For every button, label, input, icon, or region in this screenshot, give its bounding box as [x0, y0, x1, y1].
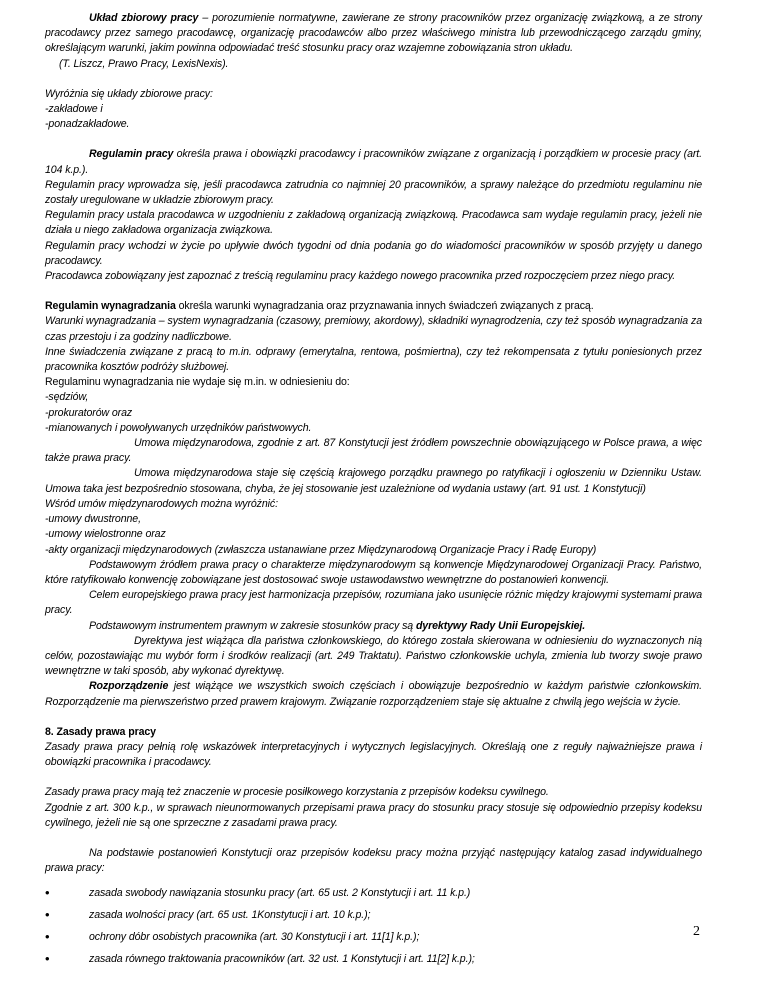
source-citation: (T. Liszcz, Prawo Pracy, LexisNexis).: [59, 57, 229, 70]
work-regulations-paragraph: Regulamin pracy ustala pracodawca w uzgodnieniu z zakładową organizacją związkową. Pracodawca sam wydaje regulamin pracy, jeżeli nie działa u niego zakładowa organizacja związkowa.: [45, 209, 702, 237]
work-regulations-paragraph: Regulamin pracy wchodzi w życie po upływie dwóch tygodni od dnia podania go do wiadomości pracowników w sposób przyjęty u danego pracodawcy.: [45, 239, 702, 267]
work-regulations-paragraph: Regulamin pracy wprowadza się, jeśli pracodawca zatrudnia co najmniej 20 pracowników, a sprawy należące do przedmiotu regulaminu nie zostały uregulowane w układzie zbiorowym pracy.: [45, 178, 702, 207]
remuneration-exclusions-intro: Regulaminu wynagradzania nie wydaje się m.in. w odniesieniu do:: [45, 376, 350, 389]
bullet-icon: •: [45, 951, 50, 967]
agreement-kind-item: -akty organizacji międzynarodowych (zwłaszcza ustanawiane przez Międzynarodową Organizacje Pracy i Radę Europy): [45, 543, 597, 556]
remuneration-paragraph: Warunki wynagradzania – system wynagradzania (czasowy, premiowy, akordowy), składniki wynagrodzenia, czy też sposób wynagradzania za czas przestoju i za godziny nadliczbowe.: [45, 315, 702, 343]
collective-agreement-term: Układ zbiorowy pracy: [89, 12, 199, 24]
document-page: [45, 11, 702, 972]
remuneration-paragraph: Inne świadczenia związane z pracą to m.in. odprawy (emerytalna, rentowa, pośmiertna), czy też rekompensata z tytułu poniesionych przez pracownika kosztów podróży służbowej.: [45, 345, 702, 374]
collective-agreement-definition: Układ zbiorowy pracy – porozumienie normatywne, zawierane ze strony pracowników przez organizację związkową, a ze strony pracodawcy przez samego pracodawcę, organizację pracodawców albo przez właściwego ministra lub przewodniczącego zarządu gminy, określającym warunki, jakim powinna odpowiadać treść stosunku pracy oraz wzajemne zobowiązania stron układu.: [45, 12, 702, 55]
principles-paragraph: Zasady prawa pracy mają też znaczenie w procesie posiłkowego korzystania z przepisów kodeksu cywilnego.: [45, 786, 549, 799]
international-agreement-paragraph: Umowa międzynarodowa, zgodnie z art. 87 Konstytucji jest źródłem powszechnie obowiązującego w Polsce prawa, a więc także prawa pracy.: [45, 437, 702, 465]
work-regulations-term: Regulamin pracy: [89, 148, 174, 161]
exclusion-item: -sędziów,: [45, 391, 89, 404]
list-item: • zasada wolności pracy (art. 65 ust. 1Konstytucji i art. 10 k.p.);: [45, 907, 371, 923]
ilo-conventions-paragraph: Podstawowym źródłem prawa pracy o charakterze międzynarodowym są konwencje Międzynarodowej Organizacji Pracy. Państwo, które ratyfikowało konwencję zobowiązane jest dostosować swoje ustawodawstwo wewnętrzne do postanowień konwencji.: [45, 558, 702, 586]
principles-catalog-intro: Na podstawie postanowień Konstytucji oraz przepisów kodeksu pracy można przyjąć następujący katalog zasad indywidualnego prawa pracy:: [45, 846, 702, 875]
exclusion-item: -mianowanych i powoływanych urzędników państwowych.: [45, 421, 312, 434]
exclusion-item: -prokuratorów oraz: [45, 406, 133, 419]
agreement-kinds-intro: Wśród umów międzynarodowych można wyróżnić:: [45, 497, 278, 510]
international-agreement-paragraph: Umowa międzynarodowa staje się częścią krajowego porządku prawnego po ratyfikacji i ogłoszeniu w Dzienniku Ustaw. Umowa taka jest bezpośrednio stosowana, chyba, że jej stosowanie jest uzależnione od wydania ustawy (art. 91 ust. 1 Konstytucji): [45, 467, 702, 495]
regulation-definition-paragraph: Rozporządzenie jest wiążące we wszystkich swoich częściach i obowiązuje bezpośrednio w każdym państwie członkowskim. Rozporządzenie ma pierwszeństwo przed prawem krajowym. Związanie rozporządzeniem staje się aktualne z chwilą jego wejścia w życie.: [45, 680, 702, 708]
agreement-types-intro: Wyróżnia się układy zbiorowe pracy:: [45, 87, 213, 100]
work-regulations-definition: Regulamin pracy określa prawa i obowiązki pracodawcy i pracowników związane z organizacją i porządkiem w procesie pracy (art. 104 k.p.).: [45, 148, 702, 176]
directives-paragraph: Podstawowym instrumentem prawnym w zakresie stosunków pracy są dyrektywy Rady Unii Europejskiej.: [89, 619, 586, 632]
bullet-icon: •: [45, 907, 50, 923]
european-law-paragraph: Celem europejskiego prawa pracy jest harmonizacja przepisów, rozumiana jako usunięcie różnic między krajowymi systemami prawa pracy.: [45, 589, 702, 617]
agreement-kind-item: -umowy wielostronne oraz: [45, 528, 166, 541]
agreement-type-item: -zakładowe i: [45, 103, 103, 116]
regulation-term: Rozporządzenie: [89, 680, 169, 693]
principles-paragraph: Zasady prawa pracy pełnią rolę wskazówek interpretacyjnych i wytycznych legislacyjnych. Określają one z reguły najważniejsze prawa i obowiązki pracownika i pracodawcy.: [45, 740, 702, 769]
remuneration-regulations-definition: Regulamin wynagradzania określa warunki wynagradzania oraz przyznawania innych świadczeń związanych z pracą.: [45, 300, 594, 313]
section-heading: 8. Zasady prawa pracy: [45, 725, 156, 738]
list-item: • ochrony dóbr osobistych pracownika (art. 30 Konstytucji i art. 11[1] k.p.);: [45, 929, 420, 945]
principles-paragraph: Zgodnie z art. 300 k.p., w sprawach nieunormowanych przepisami prawa pracy do stosunku pracy stosuje się odpowiednio przepisy kodeksu cywilnego, jeżeli nie są one sprzeczne z zasadami prawa pracy.: [45, 801, 702, 829]
agreement-type-item: -ponadzakładowe.: [45, 118, 130, 131]
directive-definition-paragraph: Dyrektywa jest wiążąca dla państwa członkowskiego, do którego została skierowana w odniesieniu do wyznaczonych nią celów, pozostawiając mu wybór form i środków realizacji (art. 249 Traktatu). Państwo członkowskie uchyla, zmienia lub tworzy swoje prawo wewnętrzne w taki sposób, aby wykonać dyrektywę.: [45, 634, 702, 678]
list-item: • zasada swobody nawiązania stosunku pracy (art. 65 ust. 2 Konstytucji i art. 11 k.p.): [45, 885, 471, 901]
bullet-icon: •: [45, 929, 50, 945]
directives-term: dyrektywy Rady Unii Europejskiej.: [415, 619, 586, 632]
bullet-icon: •: [45, 885, 50, 901]
work-regulations-paragraph: Pracodawca zobowiązany jest zapoznać z treścią regulaminu pracy każdego nowego pracownika przed rozpoczęciem przez niego pracy.: [45, 270, 676, 283]
page-number: 2: [693, 924, 700, 939]
remuneration-regulations-term: Regulamin wynagradzania: [45, 300, 176, 313]
agreement-kind-item: -umowy dwustronne,: [45, 513, 141, 526]
list-item: • zasada równego traktowania pracowników (art. 32 ust. 1 Konstytucji i art. 11[2] k.p.);: [45, 951, 475, 967]
